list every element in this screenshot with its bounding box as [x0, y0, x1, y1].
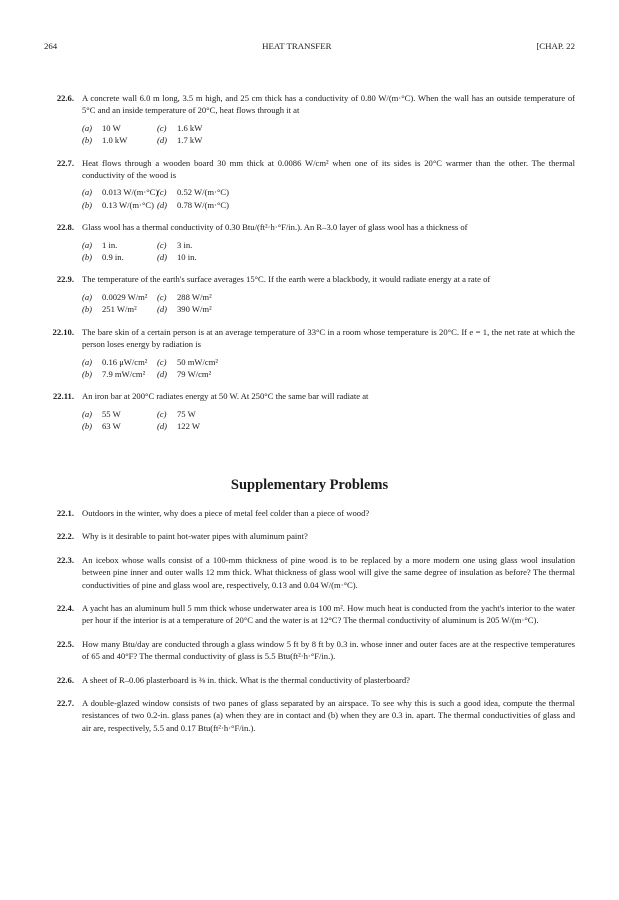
supplementary-item: [44, 638, 575, 663]
problem-body: [82, 602, 575, 627]
choice-value: 1.0 kW: [102, 135, 128, 146]
problem-item: [44, 92, 575, 157]
choice-label: (b): [82, 304, 93, 315]
choice-label: (b): [82, 368, 93, 379]
choice-label: (c): [157, 408, 167, 419]
problem-body: [82, 554, 575, 591]
answer-choices: [82, 122, 575, 147]
problem-number: 22.9.: [56, 274, 74, 285]
choice-value: 390 W/m²: [177, 304, 212, 315]
choice-label: (a): [82, 291, 93, 302]
answer-choice: [82, 251, 157, 263]
problem-text: Outdoors in the winter, why does a piece of metal feel colder than a piece of wood?: [82, 507, 370, 518]
choice-value: 251 W/m²: [102, 304, 137, 315]
answer-choice: [157, 239, 277, 251]
section-title: Supplementary Problems: [230, 476, 389, 493]
answer-choice: [157, 303, 277, 315]
problem-item: [44, 221, 575, 273]
choice-label: (d): [157, 304, 168, 315]
choice-label: (d): [157, 135, 168, 146]
choice-label: (a): [82, 356, 93, 367]
answer-choices: [82, 291, 575, 316]
answer-choice: [82, 134, 157, 146]
choice-label: (a): [82, 408, 93, 419]
answer-choice: [82, 239, 157, 251]
answer-choices: [82, 239, 575, 264]
answer-choice: [82, 199, 157, 211]
choice-label: (c): [157, 291, 167, 302]
problem-text: Glass wool has a thermal conductivity of 0.30 Btu/(ft²·h·°F/in.). An R–3.0 layer of glass wool has a thickness of: [82, 222, 468, 233]
choice-value: 10 in.: [177, 252, 197, 263]
choice-label: (c): [157, 239, 167, 250]
problem-number: 22.6.: [56, 93, 74, 103]
problem-text: The temperature of the earth's surface averages 15°C. If the earth were a blackbody, it would radiate energy at a rate of: [82, 274, 491, 285]
problem-body: [82, 92, 575, 157]
answer-choice: [82, 122, 157, 134]
problem-body: [82, 326, 575, 391]
content: [44, 92, 575, 745]
problem-number: 22.4.: [56, 602, 74, 613]
choice-label: (b): [82, 199, 93, 210]
supplementary-item: [44, 554, 575, 591]
supplementary-item: [44, 507, 575, 519]
answer-choices: [82, 356, 575, 381]
problem-text: Heat flows through a wooden board 30 mm thick at 0.0086 W/cm² when one of its sides is 20°C warmer than the other. The thermal conductivity of the wood is: [82, 157, 575, 181]
choice-value: 0.52 W/(m·°C): [177, 187, 229, 198]
choice-label: (c): [157, 356, 167, 367]
answer-choice: [82, 368, 157, 380]
choice-value: 0.13 W/(m·°C): [102, 199, 154, 210]
answer-choice: [82, 408, 157, 420]
choice-value: 122 W: [177, 421, 200, 432]
answer-choice: [157, 291, 277, 303]
supplementary-item: [44, 674, 575, 686]
problem-item: [44, 157, 575, 222]
choice-label: (a): [82, 187, 93, 198]
problem-text: An iron bar at 200°C radiates energy at 50 W. At 250°C the same bar will radiate at: [82, 391, 369, 402]
problem-number: 22.8.: [56, 222, 74, 233]
problem-body: [82, 390, 575, 442]
choice-label: (a): [82, 122, 93, 133]
problem-item: [44, 273, 575, 325]
supplementary-item: [44, 602, 575, 627]
problem-text: The bare skin of a certain person is at an average temperature of 33°C in a room whose temperature is 20°C. If e = 1, the net rate at which the person loses energy by radiation is: [82, 326, 575, 350]
choice-label: (d): [157, 368, 168, 379]
problem-body: [82, 273, 575, 325]
multiple-choice-list: [44, 92, 575, 443]
answer-choice: [157, 356, 277, 368]
answer-choice: [157, 186, 277, 198]
choice-value: 1 in.: [102, 239, 118, 250]
problem-text: How many Btu/day are conducted through a glass window 5 ft by 8 ft by 0.3 in. whose inner and outer faces are at the respective temperatures of 65 and 40°F? The thermal conductivity of glass is 5.5 Btu(ft²·h·°F/in.).: [82, 638, 575, 662]
choice-value: 0.013 W/(m·°C): [102, 187, 159, 198]
problem-item: [44, 390, 575, 442]
choice-label: (c): [157, 187, 167, 198]
problem-text: A concrete wall 6.0 m long, 3.5 m high, and 25 cm thick has a conductivity of 0.80 W/(m·°C). When the wall has an outside temperature of 5°C and an inside temperature of 20°C, heat flows through it at: [82, 93, 575, 116]
problem-text: An icebox whose walls consist of a 100-mm thickness of pine wood is to be replaced by a more modern one using glass wool insulation between pine inner and outer walls 12 mm thick. What thickness of glass wool will give the same degree of insulation as before? The thermal conductivities of pine and glass wool are, respectively, 0.13 and 0.04 W/(m·°C).: [82, 554, 575, 590]
page-header: [44, 40, 575, 52]
answer-choice: [82, 291, 157, 303]
choice-value: 288 W/m²: [177, 291, 212, 302]
problem-body: [82, 674, 575, 686]
answer-choice: [157, 368, 277, 380]
choice-value: 1.6 kW: [177, 122, 203, 133]
problem-number: 22.6.: [56, 674, 74, 685]
problem-text: Why is it desirable to paint hot-water pipes with aluminum paint?: [82, 531, 308, 542]
choice-label: (a): [82, 239, 93, 250]
problem-body: [82, 221, 575, 273]
choice-label: (d): [157, 421, 168, 432]
choice-label: (c): [157, 122, 167, 133]
choice-value: 7.9 mW/cm²: [102, 368, 146, 379]
choice-value: 50 mW/cm²: [177, 356, 219, 367]
problem-number: 22.7.: [56, 157, 74, 168]
answer-choice: [82, 420, 157, 432]
answer-choice: [82, 186, 157, 198]
problem-number: 22.7.: [56, 698, 74, 708]
answer-choices: [82, 408, 575, 433]
problem-text: A double-glazed window consists of two panes of glass separated by an airspace. To see why this is such a good idea, compute the thermal resistances of two 0.2-in. glass panes (a) when they are in contact and (b) when they are 0.3 in. apart. The thermal conductivities of glass and air are, respectively, 5.5 and 0.17 Btu(ft²·h·°F/in.).: [82, 698, 575, 733]
choice-value: 10 W: [102, 122, 121, 133]
answer-choice: [157, 251, 277, 263]
problem-body: [82, 157, 575, 222]
choice-label: (d): [157, 199, 168, 210]
answer-choices: [82, 186, 575, 211]
problem-text: A sheet of R–0.06 plasterboard is ⅜ in. thick. What is the thermal conductivity of plasterboard?: [82, 674, 410, 685]
choice-label: (d): [157, 252, 168, 263]
answer-choice: [157, 408, 277, 420]
problem-number: 22.3.: [56, 554, 74, 565]
problem-text: A yacht has an aluminum hull 5 mm thick whose underwater area is 100 m². How much heat is conducted from the yacht's interior to the water per hour if the interior is at a temperature of 20°C and the water is at 12°C? The thermal conductivity of aluminum is 205 W/(m·°C).: [82, 602, 575, 626]
choice-value: 55 W: [102, 408, 121, 419]
answer-choice: [157, 122, 277, 134]
answer-choice: [82, 356, 157, 368]
supplementary-item: [44, 530, 575, 542]
answer-choice: [157, 134, 277, 146]
choice-value: 79 W/cm²: [177, 368, 212, 379]
choice-label: (b): [82, 252, 93, 263]
page-number: 264: [44, 41, 58, 51]
running-title: HEAT TRANSFER: [262, 41, 332, 51]
choice-value: 63 W: [102, 421, 121, 432]
choice-value: 1.7 kW: [177, 135, 203, 146]
answer-choice: [157, 420, 277, 432]
problem-number: 22.2.: [56, 531, 74, 542]
chapter-label: [CHAP. 22: [536, 41, 575, 51]
choice-value: 75 W: [177, 408, 196, 419]
problem-body: [82, 530, 575, 542]
problem-body: [82, 507, 575, 519]
problem-body: [82, 638, 575, 663]
supplementary-list: [44, 507, 575, 734]
choice-label: (b): [82, 135, 93, 146]
choice-value: 0.16 μW/cm²: [102, 356, 148, 367]
problem-number: 22.1.: [56, 507, 74, 518]
problem-number: 22.5.: [56, 638, 74, 649]
answer-choice: [82, 303, 157, 315]
choice-value: 0.0029 W/m²: [102, 291, 148, 302]
problem-number: 22.10.: [52, 326, 74, 337]
choice-label: (b): [82, 421, 93, 432]
choice-value: 0.9 in.: [102, 252, 124, 263]
problem-number: 22.11.: [52, 391, 74, 402]
choice-value: 0.78 W/(m·°C): [177, 199, 229, 210]
answer-choice: [157, 199, 277, 211]
problem-item: [44, 326, 575, 391]
supplementary-item: [44, 697, 575, 734]
choice-value: 3 in.: [177, 239, 193, 250]
problem-body: [82, 697, 575, 734]
